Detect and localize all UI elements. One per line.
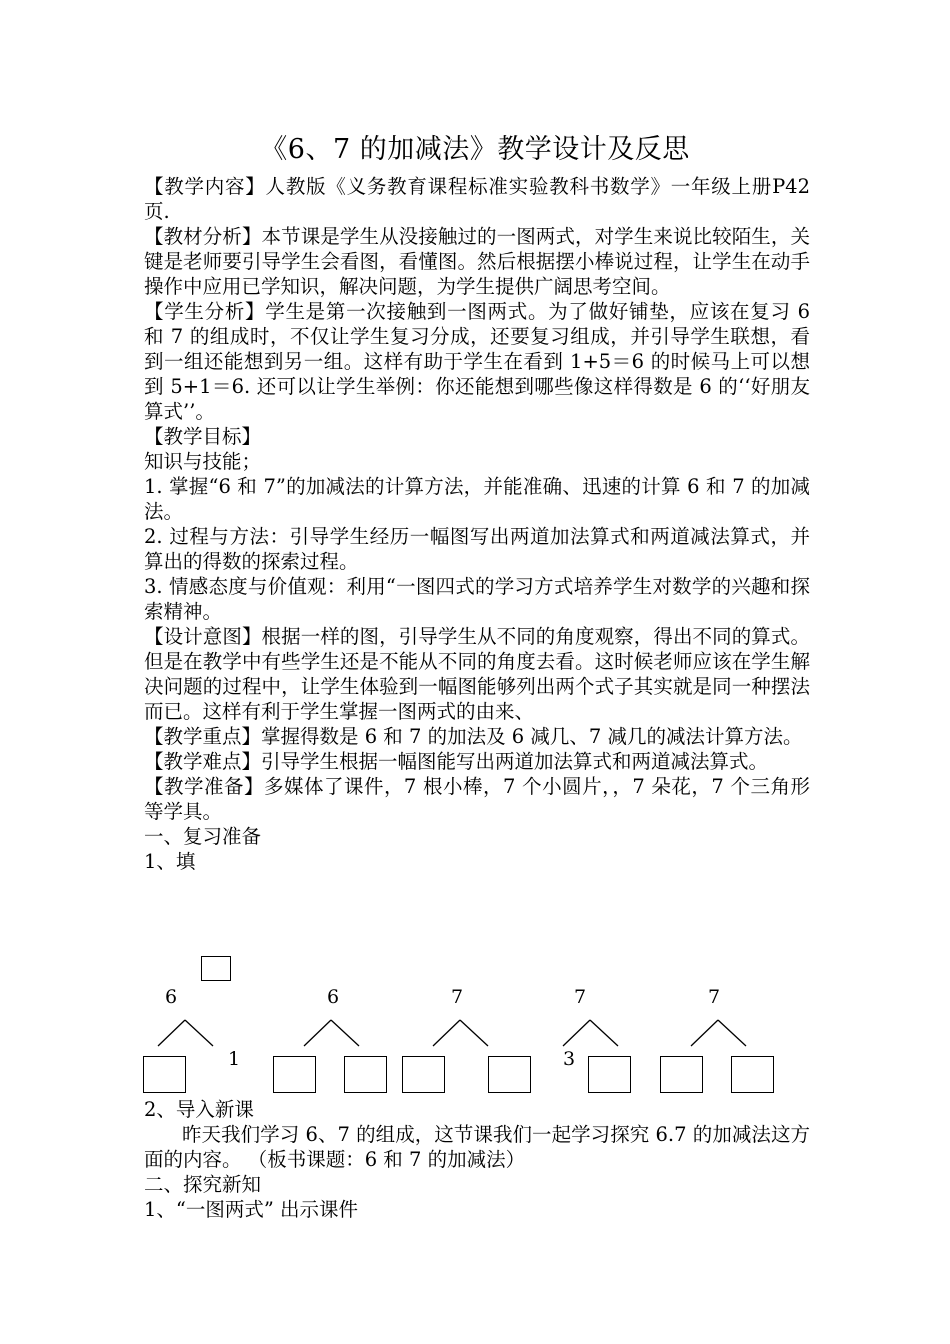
composition-top-number: 6 bbox=[327, 986, 340, 1008]
split-lines bbox=[560, 1018, 620, 1048]
explore-heading: 二、探究新知 bbox=[144, 1173, 262, 1196]
answer-box bbox=[143, 1056, 186, 1093]
split-lines bbox=[430, 1018, 490, 1048]
review-heading: 一、复习准备 bbox=[144, 825, 262, 848]
composition-top-number: 7 bbox=[708, 986, 721, 1008]
answer-box bbox=[273, 1056, 316, 1093]
page-title: 《6、7 的加减法》教学设计及反思 bbox=[260, 134, 690, 165]
teaching-content-paragraph: 【教学内容】人教版《义务教育课程标准实验教科书数学》一年级上册P42 页. bbox=[144, 175, 810, 223]
intro-heading: 2、导入新课 bbox=[144, 1098, 254, 1121]
explore-item-1: 1、“一图两式” 出示课件 bbox=[144, 1198, 359, 1221]
goal-2: 2. 过程与方法：引导学生经历一幅图写出两道加法算式和两道减法算式，并算出的得数的探索过程。 bbox=[144, 525, 810, 573]
goals-heading: 【教学目标】 bbox=[144, 425, 262, 448]
key-point-paragraph: 【教学重点】掌握得数是 6 和 7 的加法及 6 减几、7 减几的减法计算方法。 bbox=[144, 725, 803, 748]
textbook-analysis-paragraph: 【教材分析】本节课是学生从没接触过的一图两式，对学生来说比较陌生，关键是老师要引导学生会看图，看懂图。然后根据摆小棒说过程，让学生在动手操作中应用已学知识，解决问题，为学生提供广阔思考空间。 bbox=[144, 225, 810, 298]
answer-box bbox=[731, 1056, 774, 1093]
fill-label: 1、填 bbox=[144, 850, 196, 873]
goal-3: 3. 情感态度与价值观：利用“一图四式的学习方式培养学生对数学的兴趣和探索精神。 bbox=[144, 575, 810, 623]
split-lines bbox=[301, 1018, 361, 1048]
answer-box bbox=[660, 1056, 703, 1093]
composition-top-number: 6 bbox=[165, 986, 178, 1008]
student-analysis-paragraph: 【学生分析】学生是第一次接触到一图两式。为了做好铺垫，应该在复习 6 和 7 的组成时，不仅让学生复习分成，还要复习组成，并引导学生联想，看到一组还能想到另一组。这样有助于学生在看到 1+5＝6 的时候马上可以想到 5+1＝6. 还可以让学生举例：你还能想到哪些像这样得数是 6 的‘‘好朋友算式’’。 bbox=[144, 300, 810, 423]
goal-1: 1. 掌握“6 和 7”的加减法的计算方法，并能准确、迅速的计算 6 和 7 的加减法。 bbox=[144, 475, 810, 523]
intro-paragraph: 昨天我们学习 6、7 的组成，这节课我们一起学习探究 6.7 的加减法这方面的内容。 （板书课题：6 和 7 的加减法） bbox=[144, 1123, 810, 1171]
answer-box bbox=[344, 1056, 387, 1093]
document-body bbox=[144, 174, 810, 874]
composition-diagram bbox=[0, 950, 950, 1100]
composition-top-number: 7 bbox=[574, 986, 587, 1008]
difficulty-paragraph: 【教学难点】引导学生根据一幅图能写出两道加法算式和两道减法算式。 bbox=[144, 750, 769, 773]
knowledge-label: 知识与技能； bbox=[144, 450, 262, 473]
design-intent-paragraph: 【设计意图】根据一样的图，引导学生从不同的角度观察，得出不同的算式。但是在教学中有些学生还是不能从不同的角度去看。这时候老师应该在学生解决问题的过程中，让学生体验到一幅图能够列出两个式子其实就是同一种摆法而已。这样有利于学生掌握一图两式的由来、 bbox=[144, 625, 810, 723]
given-number: 1 bbox=[228, 1048, 241, 1070]
preparation-paragraph: 【教学准备】多媒体了课件，7 根小棒，7 个小圆片，，7 朵花，7 个三角形等学具。 bbox=[144, 775, 810, 823]
split-lines bbox=[688, 1018, 748, 1048]
answer-box bbox=[488, 1056, 531, 1093]
answer-box bbox=[402, 1056, 445, 1093]
split-lines bbox=[155, 1018, 215, 1048]
document-body-continued bbox=[144, 1097, 810, 1222]
answer-box bbox=[588, 1056, 631, 1093]
given-number: 3 bbox=[563, 1048, 576, 1070]
composition-top-number: 7 bbox=[451, 986, 464, 1008]
